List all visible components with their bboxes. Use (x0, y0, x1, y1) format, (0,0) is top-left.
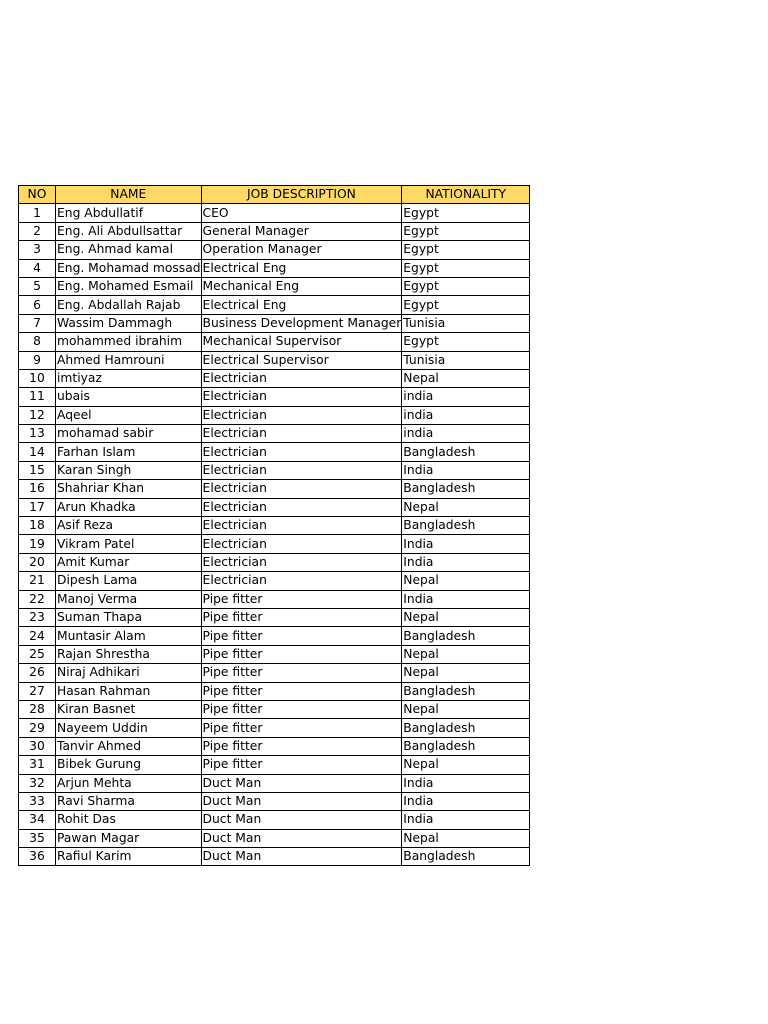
cell-no: 7 (19, 314, 56, 332)
table-row (19, 608, 530, 626)
table-row (19, 572, 530, 590)
cell-no: 4 (19, 259, 56, 277)
cell-no: 20 (19, 553, 56, 571)
cell-nationality: Egypt (402, 204, 530, 222)
cell-name: Ravi Sharma (56, 792, 202, 810)
cell-name: Nayeem Uddin (56, 719, 202, 737)
table-row (19, 204, 530, 222)
header-no: NO (19, 186, 56, 204)
cell-nationality: Nepal (402, 608, 530, 626)
cell-name: Dipesh Lama (56, 572, 202, 590)
cell-job-description: Electrical Eng (201, 296, 402, 314)
cell-name: Niraj Adhikari (56, 664, 202, 682)
cell-nationality: Egypt (402, 222, 530, 240)
cell-nationality: india (402, 406, 530, 424)
cell-nationality: india (402, 388, 530, 406)
cell-no: 18 (19, 517, 56, 535)
cell-job-description: Pipe fitter (201, 608, 402, 626)
cell-name: mohamad sabir (56, 425, 202, 443)
cell-nationality: Bangladesh (402, 682, 530, 700)
table-row (19, 645, 530, 663)
cell-nationality: India (402, 590, 530, 608)
table-row (19, 277, 530, 295)
cell-name: Eng. Ahmad kamal (56, 241, 202, 259)
cell-job-description: Electrician (201, 480, 402, 498)
cell-no: 1 (19, 204, 56, 222)
cell-name: Kiran Basnet (56, 700, 202, 718)
cell-job-description: Electrician (201, 553, 402, 571)
table-row (19, 259, 530, 277)
header-job-description: JOB DESCRIPTION (201, 186, 402, 204)
table-row (19, 314, 530, 332)
cell-name: Eng. Mohamad mossad (56, 259, 202, 277)
cell-job-description: Electrician (201, 517, 402, 535)
cell-job-description: Business Development Manager (201, 314, 402, 332)
cell-no: 9 (19, 351, 56, 369)
table-row (19, 296, 530, 314)
table-row (19, 461, 530, 479)
cell-nationality: Bangladesh (402, 517, 530, 535)
cell-job-description: Pipe fitter (201, 664, 402, 682)
table-row (19, 443, 530, 461)
cell-job-description: Electrical Supervisor (201, 351, 402, 369)
cell-no: 32 (19, 774, 56, 792)
cell-nationality: Bangladesh (402, 443, 530, 461)
table-row (19, 774, 530, 792)
cell-job-description: Duct Man (201, 792, 402, 810)
cell-job-description: Pipe fitter (201, 682, 402, 700)
cell-no: 35 (19, 829, 56, 847)
cell-name: Asif Reza (56, 517, 202, 535)
header-row (19, 186, 530, 204)
cell-name: imtiyaz (56, 369, 202, 387)
cell-nationality: Egypt (402, 241, 530, 259)
cell-job-description: Electrician (201, 406, 402, 424)
cell-no: 31 (19, 756, 56, 774)
cell-nationality: Nepal (402, 369, 530, 387)
table-row (19, 848, 530, 866)
cell-job-description: Mechanical Supervisor (201, 333, 402, 351)
cell-name: Amit Kumar (56, 553, 202, 571)
cell-no: 23 (19, 608, 56, 626)
header-nationality: NATIONALITY (402, 186, 530, 204)
cell-job-description: Pipe fitter (201, 645, 402, 663)
cell-no: 25 (19, 645, 56, 663)
cell-job-description: Electrician (201, 369, 402, 387)
cell-no: 15 (19, 461, 56, 479)
cell-job-description: Electrician (201, 388, 402, 406)
cell-no: 28 (19, 700, 56, 718)
cell-name: Pawan Magar (56, 829, 202, 847)
cell-no: 14 (19, 443, 56, 461)
table-row (19, 351, 530, 369)
cell-job-description: Electrician (201, 461, 402, 479)
cell-nationality: India (402, 553, 530, 571)
cell-job-description: Pipe fitter (201, 737, 402, 755)
cell-nationality: India (402, 535, 530, 553)
table-row (19, 406, 530, 424)
cell-no: 8 (19, 333, 56, 351)
cell-no: 6 (19, 296, 56, 314)
cell-nationality: Bangladesh (402, 719, 530, 737)
cell-nationality: Tunisia (402, 351, 530, 369)
table-row (19, 388, 530, 406)
cell-name: Tanvir Ahmed (56, 737, 202, 755)
cell-no: 19 (19, 535, 56, 553)
cell-job-description: Operation Manager (201, 241, 402, 259)
table-row (19, 664, 530, 682)
cell-job-description: General Manager (201, 222, 402, 240)
cell-job-description: Electrical Eng (201, 259, 402, 277)
cell-name: mohammed ibrahim (56, 333, 202, 351)
table-row (19, 480, 530, 498)
cell-job-description: Duct Man (201, 829, 402, 847)
cell-job-description: Electrician (201, 443, 402, 461)
cell-nationality: Bangladesh (402, 627, 530, 645)
cell-nationality: Nepal (402, 498, 530, 516)
employee-table (18, 185, 530, 866)
cell-no: 24 (19, 627, 56, 645)
cell-no: 5 (19, 277, 56, 295)
cell-job-description: Duct Man (201, 774, 402, 792)
cell-nationality: Bangladesh (402, 737, 530, 755)
table-row (19, 590, 530, 608)
cell-nationality: Nepal (402, 756, 530, 774)
cell-job-description: Pipe fitter (201, 756, 402, 774)
cell-nationality: Nepal (402, 572, 530, 590)
table-row (19, 627, 530, 645)
table-row (19, 369, 530, 387)
cell-nationality: Nepal (402, 829, 530, 847)
cell-no: 22 (19, 590, 56, 608)
cell-name: Rafiul Karim (56, 848, 202, 866)
cell-no: 34 (19, 811, 56, 829)
cell-name: Farhan Islam (56, 443, 202, 461)
table-row (19, 222, 530, 240)
cell-nationality: Bangladesh (402, 848, 530, 866)
table-row (19, 425, 530, 443)
cell-no: 11 (19, 388, 56, 406)
cell-name: Eng. Ali Abdullsattar (56, 222, 202, 240)
cell-no: 27 (19, 682, 56, 700)
table-row (19, 829, 530, 847)
table-header (19, 186, 530, 204)
cell-name: Eng. Mohamed Esmail (56, 277, 202, 295)
cell-nationality: India (402, 811, 530, 829)
table-row (19, 682, 530, 700)
cell-job-description: Duct Man (201, 811, 402, 829)
cell-nationality: Egypt (402, 277, 530, 295)
cell-no: 30 (19, 737, 56, 755)
cell-no: 3 (19, 241, 56, 259)
table-row (19, 719, 530, 737)
cell-nationality: Nepal (402, 664, 530, 682)
cell-name: Karan Singh (56, 461, 202, 479)
cell-no: 29 (19, 719, 56, 737)
cell-name: Arun Khadka (56, 498, 202, 516)
cell-no: 16 (19, 480, 56, 498)
cell-job-description: Electrician (201, 572, 402, 590)
table-row (19, 241, 530, 259)
cell-name: Rohit Das (56, 811, 202, 829)
cell-name: Eng Abdullatif (56, 204, 202, 222)
cell-name: Shahriar Khan (56, 480, 202, 498)
cell-job-description: Duct Man (201, 848, 402, 866)
cell-name: Hasan Rahman (56, 682, 202, 700)
cell-job-description: Mechanical Eng (201, 277, 402, 295)
table-row (19, 792, 530, 810)
table-row (19, 811, 530, 829)
cell-no: 26 (19, 664, 56, 682)
cell-no: 12 (19, 406, 56, 424)
cell-nationality: India (402, 792, 530, 810)
cell-name: Muntasir Alam (56, 627, 202, 645)
cell-nationality: India (402, 774, 530, 792)
table-row (19, 756, 530, 774)
cell-job-description: Electrician (201, 535, 402, 553)
cell-name: Bibek Gurung (56, 756, 202, 774)
table-row (19, 498, 530, 516)
cell-nationality: india (402, 425, 530, 443)
cell-no: 10 (19, 369, 56, 387)
cell-nationality: Egypt (402, 296, 530, 314)
cell-nationality: Nepal (402, 645, 530, 663)
table-row (19, 535, 530, 553)
cell-nationality: Nepal (402, 700, 530, 718)
cell-no: 33 (19, 792, 56, 810)
cell-name: Ahmed Hamrouni (56, 351, 202, 369)
cell-name: Eng. Abdallah Rajab (56, 296, 202, 314)
cell-job-description: CEO (201, 204, 402, 222)
cell-nationality: Egypt (402, 333, 530, 351)
cell-name: Rajan Shrestha (56, 645, 202, 663)
table-row (19, 517, 530, 535)
table-row (19, 700, 530, 718)
cell-name: Vikram Patel (56, 535, 202, 553)
cell-name: Manoj Verma (56, 590, 202, 608)
table-row (19, 553, 530, 571)
cell-no: 17 (19, 498, 56, 516)
table-row (19, 333, 530, 351)
table-row (19, 737, 530, 755)
cell-job-description: Pipe fitter (201, 700, 402, 718)
cell-job-description: Electrician (201, 498, 402, 516)
cell-no: 2 (19, 222, 56, 240)
cell-job-description: Pipe fitter (201, 590, 402, 608)
cell-job-description: Pipe fitter (201, 719, 402, 737)
cell-nationality: Bangladesh (402, 480, 530, 498)
cell-nationality: Tunisia (402, 314, 530, 332)
cell-job-description: Electrician (201, 425, 402, 443)
cell-name: Aqeel (56, 406, 202, 424)
cell-nationality: Egypt (402, 259, 530, 277)
cell-name: ubais (56, 388, 202, 406)
cell-name: Arjun Mehta (56, 774, 202, 792)
cell-job-description: Pipe fitter (201, 627, 402, 645)
cell-no: 21 (19, 572, 56, 590)
header-name: NAME (56, 186, 202, 204)
cell-nationality: India (402, 461, 530, 479)
cell-name: Wassim Dammagh (56, 314, 202, 332)
cell-no: 36 (19, 848, 56, 866)
cell-no: 13 (19, 425, 56, 443)
cell-name: Suman Thapa (56, 608, 202, 626)
table-body (19, 204, 530, 866)
